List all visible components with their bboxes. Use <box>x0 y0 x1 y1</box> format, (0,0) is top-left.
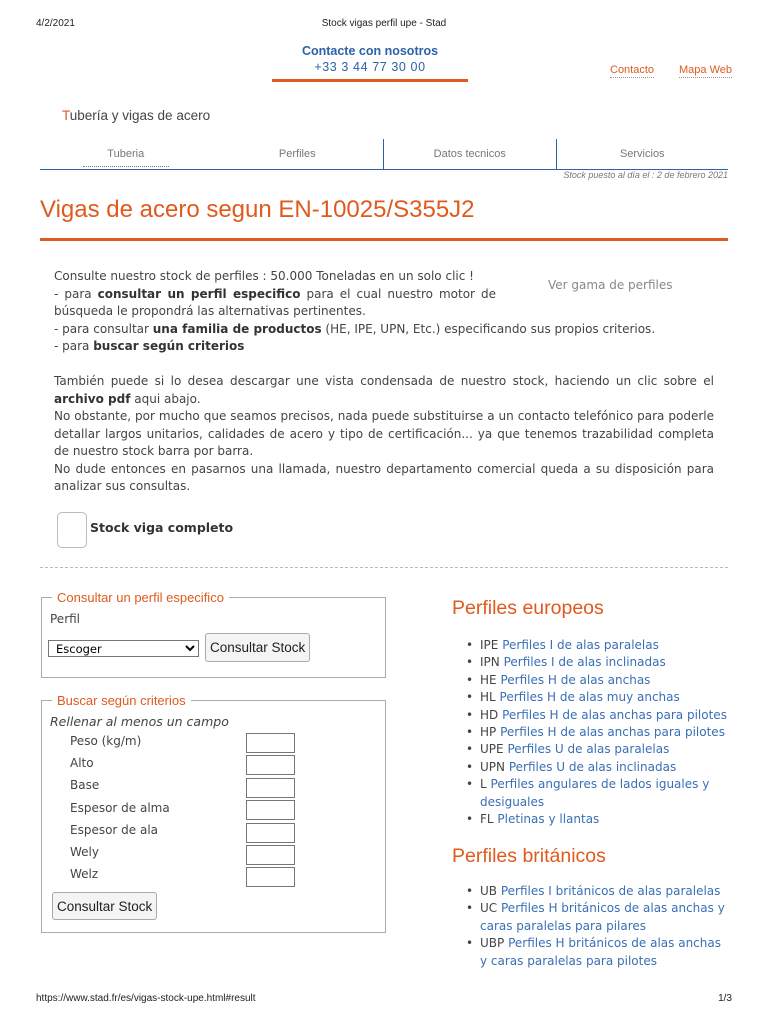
britanicos-title: Perfiles británicos <box>452 845 606 867</box>
profile-item <box>464 654 730 671</box>
perfil-label: Perfil <box>50 612 81 626</box>
consultar-stock-button-2[interactable]: Consultar Stock <box>52 892 157 920</box>
info-paragraph <box>54 373 714 496</box>
profile-code: UB <box>480 884 498 898</box>
nav-perfiles-label: Perfiles <box>278 148 316 160</box>
profile-item <box>464 811 730 828</box>
alto-label: Alto <box>70 756 94 770</box>
peso-label: Peso (kg/m) <box>70 734 142 748</box>
nav-datos-tecnicos[interactable] <box>383 139 556 169</box>
intro-line-2-c: para el cual nuestro motor de búsqueda le propondrá las alternativas pertinentes. <box>54 286 496 318</box>
europeos-title: Perfiles europeos <box>452 597 604 619</box>
nav-servicios-label: Servicios <box>619 148 665 160</box>
profile-item <box>464 741 730 758</box>
profile-link[interactable]: Perfiles H británicos de alas anchas y caras paralelas para pilotes <box>480 936 721 968</box>
nav-tuberia-label: Tuberia <box>107 148 145 160</box>
contact-phone[interactable]: +33 3 44 77 30 00 <box>314 60 426 74</box>
intro-line-4-a: - para <box>54 339 94 353</box>
welz-input[interactable] <box>246 867 295 887</box>
intro-line-3 <box>54 321 714 339</box>
stock-viga-link[interactable]: Stock viga completo <box>90 520 234 535</box>
stock-pdf-icon[interactable] <box>57 512 87 548</box>
profile-code: L <box>480 777 487 792</box>
profile-code: HD <box>480 707 499 722</box>
profile-link[interactable]: Perfiles H británicos de alas anchas y caras paralelas para pilares <box>480 901 725 933</box>
intro-line-2 <box>54 286 496 321</box>
form2-legend: Buscar según criterios <box>57 693 186 708</box>
espesor-ala-input[interactable] <box>246 823 295 843</box>
profile-link[interactable]: Perfiles I de alas inclinadas <box>503 655 666 670</box>
nav-datos-label: Datos tecnicos <box>433 148 506 160</box>
dashed-divider <box>40 567 728 568</box>
title-rule <box>40 238 728 241</box>
para2-p1-c: aqui abajo. <box>130 391 201 406</box>
profile-link[interactable]: Perfiles H de alas anchas <box>500 672 651 687</box>
espesor-alma-input[interactable] <box>246 800 295 820</box>
contact-box[interactable] <box>272 44 468 74</box>
profile-code: UC <box>480 901 498 916</box>
profile-item <box>464 637 730 654</box>
stock-date: Stock puesto al día el : 2 de febrero 2021 <box>563 170 728 180</box>
profile-item <box>464 776 730 811</box>
profile-item <box>464 883 730 900</box>
main-nav <box>40 139 728 170</box>
archivo-pdf-link[interactable]: archivo pdf <box>54 391 131 406</box>
profile-item <box>464 707 730 724</box>
europeos-list <box>464 637 730 828</box>
print-page-number: 1/3 <box>718 993 732 1004</box>
print-url: https://www.stad.fr/es/vigas-stock-upe.html#result <box>36 993 256 1004</box>
nav-servicios[interactable] <box>556 139 729 169</box>
profile-link[interactable]: Perfiles I de alas paralelas <box>502 638 659 652</box>
brand-text: ubería y vigas de acero <box>69 108 211 123</box>
para2-p1 <box>54 373 714 408</box>
profile-code: HL <box>480 690 496 705</box>
para2-p1-a: También puede si lo desea descargar une vista condensada de nuestro stock, haciendo un clic sobre el <box>54 374 714 388</box>
profile-link[interactable]: Perfiles U de alas paralelas <box>507 742 670 757</box>
wely-label: Wely <box>70 845 99 859</box>
nav-divider-dots <box>83 166 169 167</box>
intro-line-1: Consulte nuestro stock de perfiles : 50.000 Toneladas en un solo clic ! <box>54 269 474 283</box>
profile-item <box>464 724 730 741</box>
profile-item <box>464 935 730 970</box>
para2-p3: No dude entonces en pasarnos una llamada, nuestro departamento comercial queda a su disposición para analizar sus consultas. <box>54 461 714 493</box>
profile-code: HP <box>480 725 497 740</box>
print-title: Stock vigas perfil upe - Stad <box>321 18 447 29</box>
consultar-stock-button-1[interactable]: Consultar Stock <box>205 633 310 662</box>
ver-gama-link[interactable]: Ver gama de perfiles <box>548 278 673 292</box>
intro-line-4 <box>54 338 714 356</box>
profile-code: FL <box>480 812 494 827</box>
nav-perfiles[interactable] <box>212 139 384 169</box>
profile-item <box>464 900 730 935</box>
profile-code: IPE <box>480 638 499 652</box>
profile-code: HE <box>480 672 497 687</box>
nav-tuberia[interactable] <box>40 139 212 169</box>
espesor-alma-label: Espesor de alma <box>70 801 170 815</box>
intro-line-3-c: (HE, IPE, UPN, Etc.) especificando sus propios criterios. <box>321 321 656 336</box>
page-title: Vigas de acero segun EN-10025/S355J2 <box>40 196 475 223</box>
para2-p2: No obstante, por mucho que seamos precisos, nada puede substituirse a un contacto telefónico para poderle detallar largos unitarios, calidades de acero y tipo de certificación... ya que tenemos trazabilidad completa de nuestro stock barra por barra. <box>54 409 714 458</box>
profile-link[interactable]: Perfiles angulares de lados iguales y desiguales <box>480 777 710 809</box>
profile-link[interactable]: Pletinas y llantas <box>497 812 600 827</box>
form1-legend: Consultar un perfil especifico <box>57 590 224 605</box>
profile-code: IPN <box>480 655 500 670</box>
contacto-link[interactable]: Contacto <box>610 64 655 76</box>
perfil-select[interactable] <box>48 640 199 657</box>
profile-code: UPE <box>480 742 504 757</box>
base-input[interactable] <box>246 778 295 798</box>
profile-item <box>464 672 730 689</box>
britanicos-list <box>464 883 730 970</box>
espesor-ala-label: Espesor de ala <box>70 823 159 837</box>
contact-underline <box>272 79 468 82</box>
brand-logo[interactable] <box>62 108 210 123</box>
profile-link[interactable]: Perfiles U de alas inclinadas <box>508 759 677 774</box>
wely-input[interactable] <box>246 845 295 865</box>
profile-link[interactable]: Perfiles H de alas muy anchas <box>499 690 680 705</box>
intro-line-2-a: - para <box>54 286 98 301</box>
print-date: 4/2/2021 <box>36 18 75 29</box>
contact-title[interactable]: Contacte con nosotros <box>301 44 439 58</box>
intro-line-3-a: - para consultar <box>54 321 153 336</box>
form2-hint: Rellenar al menos un campo <box>50 714 229 729</box>
profile-item <box>464 759 730 776</box>
welz-label: Welz <box>70 867 99 881</box>
profile-link[interactable]: Perfiles H de alas anchas para pilotes <box>502 707 727 722</box>
link-familia-productos[interactable]: una familia de productos <box>152 321 322 336</box>
base-label: Base <box>70 778 100 792</box>
profile-code: UPN <box>480 759 505 774</box>
profile-code: UBP <box>480 936 505 951</box>
profile-link[interactable]: Perfiles H de alas anchas para pilotes <box>500 725 725 740</box>
peso-input[interactable] <box>246 733 295 753</box>
brand-first-letter: T <box>62 108 70 123</box>
link-consultar-perfil[interactable]: consultar un perfil especifico <box>97 286 301 301</box>
link-buscar-criterios[interactable]: buscar según criterios <box>93 339 245 353</box>
alto-input[interactable] <box>246 755 295 775</box>
profile-item <box>464 689 730 706</box>
profile-link[interactable]: Perfiles I británicos de alas paralelas <box>500 884 721 898</box>
mapa-web-link[interactable]: Mapa Web <box>679 64 732 76</box>
